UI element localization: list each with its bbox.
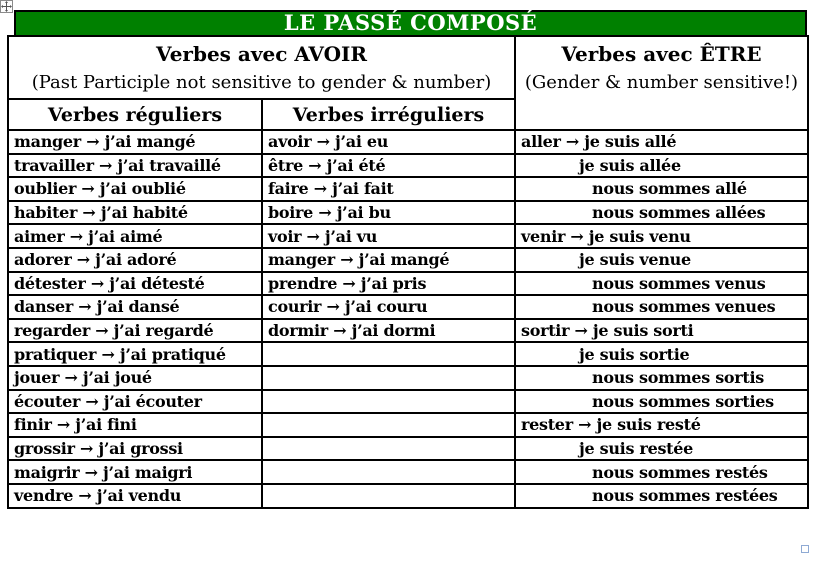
irregular-verb-cell: prendre → j’ai pris: [262, 272, 515, 296]
irregular-verb-cell: [262, 366, 515, 390]
etre-verb-cell: nous sommes venus: [515, 272, 808, 296]
table-row: [8, 154, 808, 178]
etre-verb-cell: nous sommes restés: [515, 460, 808, 484]
regular-verb-cell: détester → j’ai détesté: [8, 272, 262, 296]
table-row: [8, 437, 808, 461]
regular-verb-cell: pratiquer → j’ai pratiqué: [8, 342, 262, 366]
etre-verb-cell: je suis allée: [515, 154, 808, 178]
regular-verb-cell: vendre → j’ai vendu: [8, 484, 262, 508]
etre-verb-cell: nous sommes sorties: [515, 390, 808, 414]
table-row: [8, 272, 808, 296]
irregular-verbs-subheader: Verbes irréguliers: [262, 99, 515, 130]
regular-verb-cell: jouer → j’ai joué: [8, 366, 262, 390]
etre-verb-cell: nous sommes venues: [515, 295, 808, 319]
etre-verb-cell: sortir → je suis sorti: [515, 319, 808, 343]
table-row: [8, 413, 808, 437]
irregular-verb-cell: [262, 413, 515, 437]
etre-verb-cell: je suis venue: [515, 248, 808, 272]
header-row: [8, 36, 808, 99]
etre-verb-cell: rester → je suis resté: [515, 413, 808, 437]
irregular-verb-cell: [262, 460, 515, 484]
etre-header-cell: [515, 36, 808, 130]
irregular-verb-cell: courir → j’ai couru: [262, 295, 515, 319]
table-row: [8, 484, 808, 508]
regular-verb-cell: écouter → j’ai écouter: [8, 390, 262, 414]
table-row: [8, 224, 808, 248]
etre-verb-cell: nous sommes sortis: [515, 366, 808, 390]
etre-verb-cell: venir → je suis venu: [515, 224, 808, 248]
irregular-verb-cell: faire → j’ai fait: [262, 177, 515, 201]
irregular-verb-cell: [262, 342, 515, 366]
irregular-verb-cell: être → j’ai été: [262, 154, 515, 178]
table-row: [8, 366, 808, 390]
regular-verb-cell: maigrir → j’ai maigri: [8, 460, 262, 484]
irregular-verb-cell: voir → j’ai vu: [262, 224, 515, 248]
table-row: [8, 248, 808, 272]
irregular-verb-cell: [262, 437, 515, 461]
regular-verb-cell: danser → j’ai dansé: [8, 295, 262, 319]
etre-verb-cell: je suis restée: [515, 437, 808, 461]
etre-verb-cell: nous sommes restées: [515, 484, 808, 508]
avoir-header-title: Verbes avec AVOIR: [156, 42, 367, 66]
regular-verb-cell: travailler → j’ai travaillé: [8, 154, 262, 178]
regular-verb-cell: regarder → j’ai regardé: [8, 319, 262, 343]
avoir-header-cell: [8, 36, 515, 99]
etre-verb-cell: aller → je suis allé: [515, 130, 808, 154]
table-row: [8, 130, 808, 154]
regular-verb-cell: manger → j’ai mangé: [8, 130, 262, 154]
regular-verb-cell: aimer → j’ai aimé: [8, 224, 262, 248]
etre-header-title: Verbes avec ÊTRE: [561, 42, 762, 66]
etre-verb-cell: nous sommes allées: [515, 201, 808, 225]
table-row: [8, 201, 808, 225]
etre-verb-cell: je suis sortie: [515, 342, 808, 366]
table-row: [8, 177, 808, 201]
etre-verb-cell: nous sommes allé: [515, 177, 808, 201]
irregular-verb-cell: [262, 390, 515, 414]
avoir-header-subtitle: (Past Participle not sensitive to gender & number): [31, 72, 492, 93]
irregular-verb-cell: manger → j’ai mangé: [262, 248, 515, 272]
etre-header-subtitle: (Gender & number sensitive!): [524, 72, 799, 93]
table-row: [8, 319, 808, 343]
regular-verb-cell: finir → j’ai fini: [8, 413, 262, 437]
table-move-handle-icon[interactable]: [0, 0, 13, 13]
regular-verb-cell: habiter → j’ai habité: [8, 201, 262, 225]
irregular-verb-cell: boire → j’ai bu: [262, 201, 515, 225]
regular-verb-cell: oublier → j’ai oublié: [8, 177, 262, 201]
table-row: [8, 460, 808, 484]
table-resize-handle-icon[interactable]: [801, 545, 809, 553]
passe-compose-table: [7, 35, 809, 509]
table-row: [8, 295, 808, 319]
regular-verb-cell: grossir → j’ai grossi: [8, 437, 262, 461]
regular-verb-cell: adorer → j’ai adoré: [8, 248, 262, 272]
irregular-verb-cell: dormir → j’ai dormi: [262, 319, 515, 343]
table-row: [8, 390, 808, 414]
irregular-verb-cell: [262, 484, 515, 508]
irregular-verb-cell: avoir → j’ai eu: [262, 130, 515, 154]
regular-verbs-subheader: Verbes réguliers: [8, 99, 262, 130]
table-row: [8, 342, 808, 366]
table-title-bar: LE PASSÉ COMPOSÉ: [14, 10, 807, 37]
four-direction-arrows-icon: [1, 1, 12, 12]
